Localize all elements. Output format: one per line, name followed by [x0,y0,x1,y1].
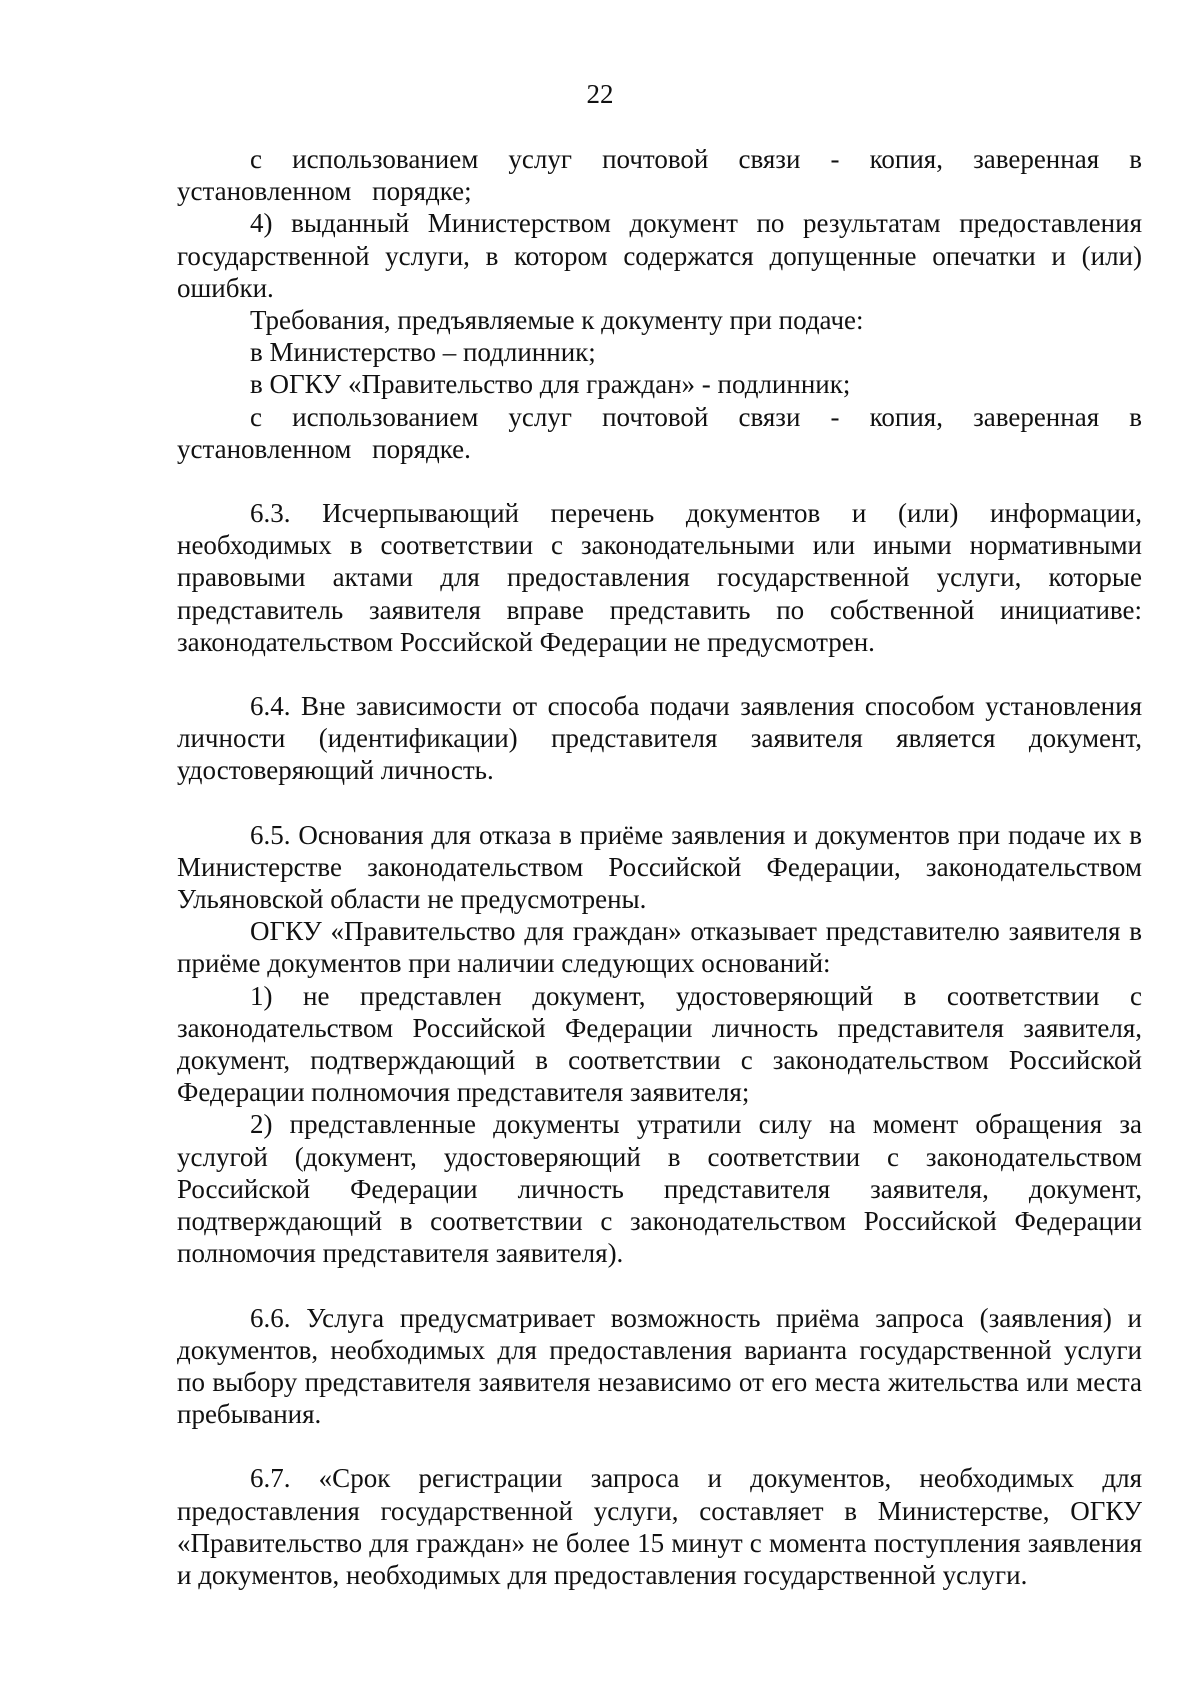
paragraph-ministry-original: в Министерство – подлинник; [250,337,596,368]
section-6-3: 6.3. Исчерпывающий перечень документов и (или) информации, необходимых в соответствии с законодательными или иными нормативными правовыми актами для предоставления государственной услуги, которые представитель заявителя вправе представить по собственной инициативе: законодательством Российской Федерации не предусмотрен. [177,498,1142,657]
paragraph-item-4: 4) выданный Министерством документ по результатам предоставления государственной услуги, в котором содержатся допущенные опечатки и (или) ошибки. [177,208,1142,303]
page-number: 22 [586,79,614,109]
paragraph-ogku-refusal: ОГКУ «Правительство для граждан» отказывает представителю заявителя в приёме документов при наличии следующих оснований: [177,916,1142,979]
paragraph-ogku-original: в ОГКУ «Правительство для граждан» - подлинник; [250,369,851,400]
paragraph-refusal-item-2: 2) представленные документы утратили силу на момент обращения за услугой (документ, удостоверяющий в соответствии с законодательством Российской Федерации личность представителя заявителя, документ, подтверждающий в соответствии с законодательством Российской Федерации полномочия представителя заявителя). [177,1109,1142,1269]
paragraph-postal-copy: с использованием услуг почтовой связи - копия, заверенная в установленном порядке; [177,144,1142,207]
section-6-4: 6.4. Вне зависимости от способа подачи заявления способом установления личности (идентификации) представителя заявителя является документ, удостоверяющий личность. [177,691,1142,786]
paragraph-requirements: Требования, предъявляемые к документу при подаче: [250,305,864,336]
paragraph-refusal-item-1: 1) не представлен документ, удостоверяющий в соответствии с законодательством Российской Федерации личность представителя заявителя, документ, подтверждающий в соответствии с законодательством Российской Федерации полномочия представителя заявителя; [177,980,1142,1108]
section-6-7: 6.7. «Срок регистрации запроса и документов, необходимых для предоставления государственной услуги, составляет в Министерстве, ОГКУ «Правительство для граждан» не более 15 минут с момента поступления заявления и документов, необходимых для предоставления государственной услуги. [177,1463,1142,1590]
document-body [177,143,1142,1591]
section-6-6: 6.6. Услуга предусматривает возможность приёма запроса (заявления) и документов, необходимых для предоставления варианта государственной услуги по выбору представителя заявителя независимо от его места жительства или места пребывания. [177,1302,1142,1430]
section-6-5: 6.5. Основания для отказа в приёме заявления и документов при подаче их в Министерстве законодательством Российской Федерации, законодательством Ульяновской области не предусмотрены. [177,819,1142,915]
paragraph-postal-copy-2: с использованием услуг почтовой связи - копия, заверенная в установленном порядке. [177,401,1142,464]
